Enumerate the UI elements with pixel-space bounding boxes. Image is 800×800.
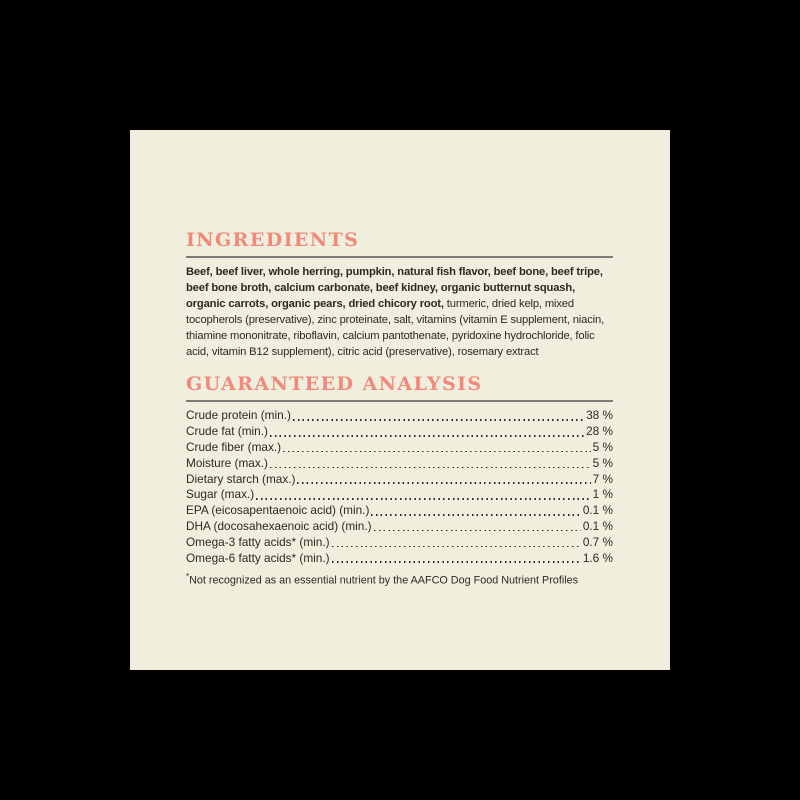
analysis-row [186, 440, 613, 456]
analysis-row-label: Crude fiber (max.) [186, 440, 282, 455]
ingredients-primary-list: Beef, beef liver, whole herring, pumpkin, natural fish flavor, beef bone, beef tripe, beef bone broth, calcium carbonate, beef kidney, organic butternut squash, organic carrots, organic pears, dried chicory root, [186, 266, 603, 310]
ingredients-secondary-list: turmeric, dried kelp, mixed tocopherols (preservative), zinc proteinate, salt, vitamins (vitamin E supplement, niacin, thiamine mononitrate, riboflavin, calcium pantothenate, pyridoxine hydrochloride, folic acid, vitamin B12 supplement), citric acid (preservative), rosemary extract [186, 297, 605, 358]
analysis-row-label: Omega-6 fatty acids* (min.) [186, 550, 330, 565]
dot-leader [283, 451, 591, 453]
dot-leader [374, 530, 581, 532]
dot-leader [332, 561, 581, 563]
analysis-row [186, 551, 613, 567]
analysis-row [186, 456, 613, 472]
analysis-row-value: 5 % [592, 440, 613, 455]
analysis-row [186, 535, 613, 551]
analysis-row [186, 487, 613, 503]
dot-leader [293, 419, 584, 421]
analysis-row [186, 472, 613, 488]
analysis-row [186, 424, 613, 440]
analysis-row-value: 0.1 % [582, 503, 613, 518]
guaranteed-analysis-table [186, 408, 613, 566]
ingredients-title: INGREDIENTS [186, 229, 360, 251]
analysis-row-label: DHA (docosahexaenoic acid) (min.) [186, 519, 372, 534]
analysis-row-value: 7 % [592, 471, 613, 486]
nutrition-label-panel [130, 130, 670, 670]
analysis-row-value: 1 % [592, 487, 613, 502]
analysis-row-label: Dietary starch (max.) [186, 471, 296, 486]
analysis-row-value: 28 % [586, 424, 613, 439]
analysis-row-value: 0.7 % [582, 534, 613, 549]
analysis-row-label: Crude fat (min.) [186, 424, 268, 439]
analysis-row-value: 5 % [592, 455, 613, 470]
dot-leader [270, 467, 591, 469]
dot-leader [332, 546, 581, 548]
analysis-row-label: Moisture (max.) [186, 455, 268, 470]
analysis-row-label: Crude protein (min.) [186, 408, 291, 423]
dot-leader [297, 482, 590, 484]
ingredients-text [186, 265, 613, 360]
analysis-row-label: Sugar (max.) [186, 487, 255, 502]
footnote-text: Not recognized as an essential nutrient by the AAFCO Dog Food Nutrient Profiles [189, 575, 579, 587]
analysis-row-value: 38 % [586, 408, 613, 423]
analysis-row [186, 408, 613, 424]
aafco-footnote [186, 570, 613, 588]
analysis-row [186, 503, 613, 519]
analysis-row-label: Omega-3 fatty acids* (min.) [186, 534, 330, 549]
footnote-asterisk: * [186, 572, 190, 582]
dot-leader [371, 514, 580, 516]
analysis-row-value: 1.6 % [582, 550, 613, 565]
guaranteed-analysis-title: GUARANTEED ANALYSIS [186, 373, 483, 396]
divider-rule [186, 256, 613, 258]
dot-leader [256, 498, 590, 500]
analysis-row-value: 0.1 % [582, 519, 613, 534]
divider-rule [186, 400, 613, 402]
analysis-row-label: EPA (eicosapentaenoic acid) (min.) [186, 503, 370, 518]
analysis-row [186, 519, 613, 535]
dot-leader [270, 435, 584, 437]
